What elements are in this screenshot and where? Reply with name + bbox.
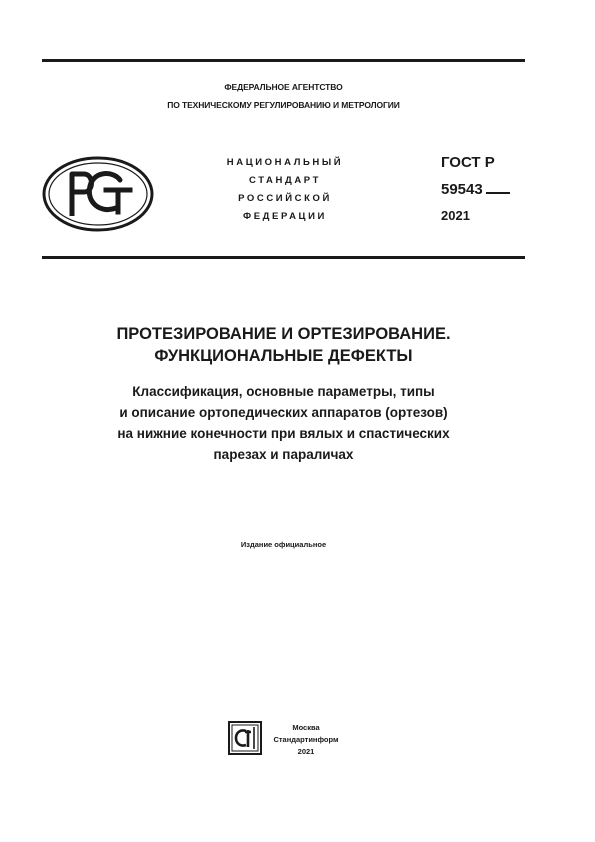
gost-dash [486, 192, 510, 194]
standard-label-line-1: НАЦИОНАЛЬНЫЙ [226, 157, 344, 168]
subtitle-line-3: на нижние конечности при вялых и спастических [117, 426, 450, 441]
document-title-line-2: ФУНКЦИОНАЛЬНЫЕ ДЕФЕКТЫ [154, 347, 413, 365]
subtitle-line-1: Классификация, основные параметры, типы [132, 384, 435, 399]
standartinform-logo-icon [228, 721, 262, 755]
standard-label-line-2: СТАНДАРТ [249, 175, 321, 186]
publisher-city: Москва [292, 723, 320, 732]
document-title-line-1: ПРОТЕЗИРОВАНИЕ И ОРТЕЗИРОВАНИЕ. [116, 325, 451, 343]
gost-prefix: ГОСТ Р [441, 154, 495, 171]
agency-line-1: ФЕДЕРАЛЬНОЕ АГЕНТСТВО [224, 82, 343, 92]
agency-line-2: ПО ТЕХНИЧЕСКОМУ РЕГУЛИРОВАНИЮ И МЕТРОЛОГИИ [167, 100, 400, 110]
publisher-year: 2021 [297, 747, 315, 756]
rst-emblem-icon [42, 156, 154, 232]
subtitle-line-2: и описание ортопедических аппаратов (ортезов) [119, 405, 448, 420]
top-rule [42, 59, 525, 62]
standard-label-line-3: РОССИЙСКОЙ [238, 193, 332, 204]
gost-year: 2021 [441, 208, 470, 223]
gost-number: 59543 [441, 181, 483, 198]
middle-rule [42, 256, 525, 259]
subtitle-line-4: парезах и параличах [213, 447, 354, 462]
publisher-name: Стандартинформ [273, 735, 339, 744]
standard-label-line-4: ФЕДЕРАЦИИ [243, 211, 327, 222]
edition-note: Издание официальное [240, 540, 327, 549]
